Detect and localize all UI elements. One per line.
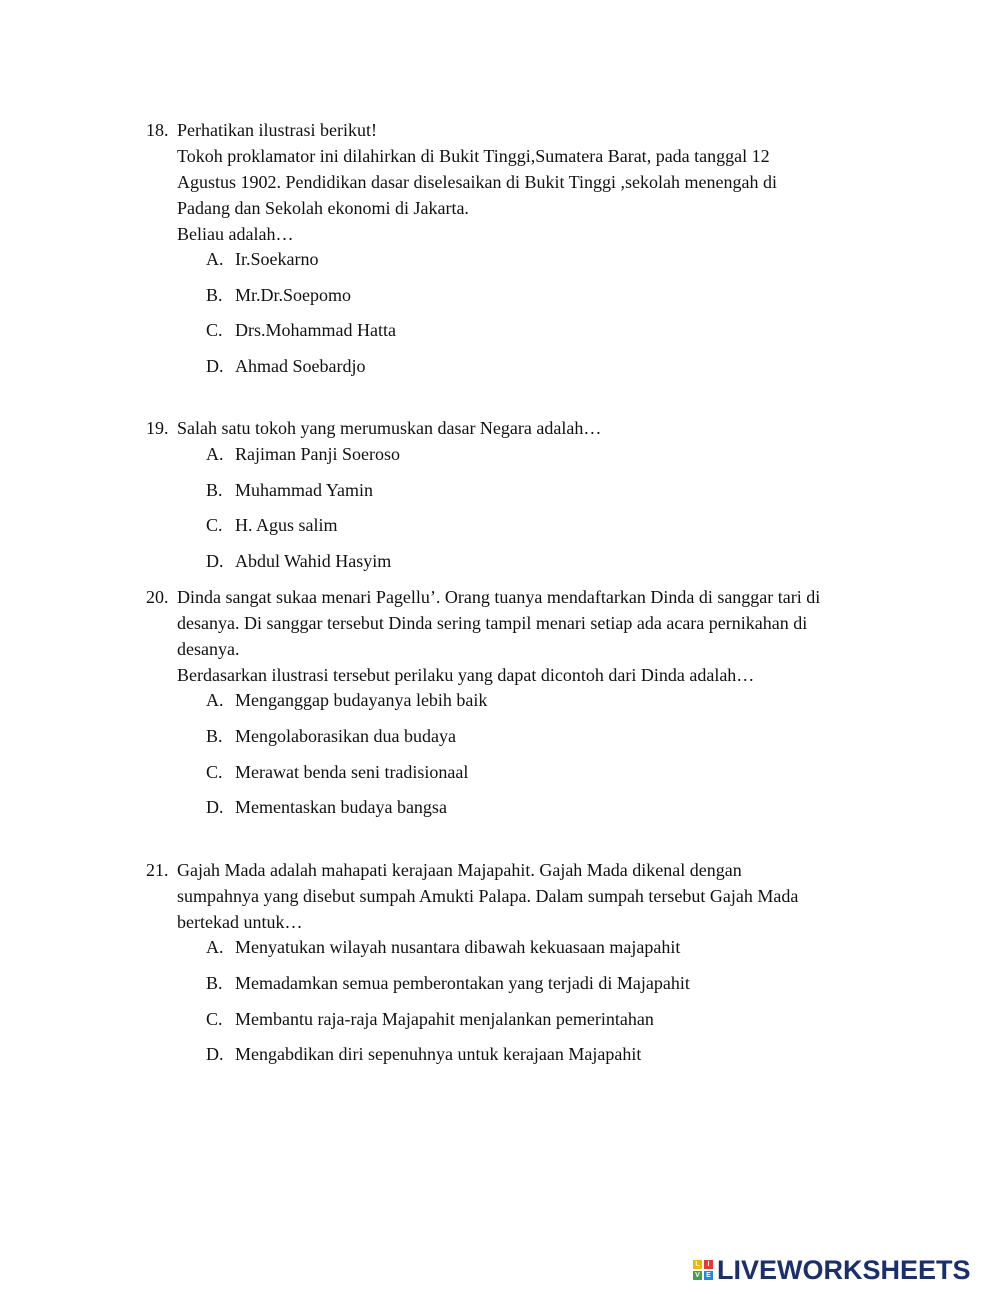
logo-mark-tile: E [704,1271,713,1280]
option-letter: A. [206,937,224,957]
logo-mark-tile: V [693,1271,702,1280]
question-text-line: Padang dan Sekolah ekonomi di Jakarta. [177,198,469,218]
option-letter: B. [206,480,223,500]
logo-mark-icon [693,1260,713,1280]
option-a[interactable] [206,441,400,467]
logo-text: LIVEWORKSHEETS [717,1254,971,1285]
option-b[interactable] [206,477,373,503]
option-d[interactable] [206,1041,641,1067]
question-number: 21. [146,860,169,880]
option-letter: B. [206,973,223,993]
option-letter: C. [206,515,223,535]
option-d[interactable] [206,353,365,379]
option-text: Drs.Mohammad Hatta [235,320,396,340]
option-letter: D. [206,551,224,571]
option-text: Mementaskan budaya bangsa [235,797,447,817]
option-text: Menganggap budayanya lebih baik [235,690,488,710]
question-text-line: Perhatikan ilustrasi berikut! [177,120,377,140]
question-text-line: Dinda sangat sukaa menari Pagellu’. Orang tuanya mendaftarkan Dinda di sanggar tari di [177,587,821,607]
question-text-line: Salah satu tokoh yang merumuskan dasar Negara adalah… [177,418,602,438]
option-c[interactable] [206,1006,654,1032]
question-text-line: desanya. [177,639,240,659]
logo-mark-tile: I [704,1260,713,1269]
option-letter: A. [206,444,224,464]
option-letter: D. [206,797,224,817]
question-number: 18. [146,120,169,140]
option-text: Merawat benda seni tradisionaal [235,762,469,782]
option-text: Menyatukan wilayah nusantara dibawah kekuasaan majapahit [235,937,681,957]
option-text: Membantu raja-raja Majapahit menjalankan pemerintahan [235,1009,654,1029]
option-letter: C. [206,320,223,340]
option-text: Mr.Dr.Soepomo [235,285,352,305]
option-b[interactable] [206,282,351,308]
option-letter: B. [206,285,223,305]
option-d[interactable] [206,794,447,820]
option-b[interactable] [206,723,456,749]
option-b[interactable] [206,970,690,996]
option-text: Ahmad Soebardjo [235,356,366,376]
question-19 [146,415,906,580]
option-text: Abdul Wahid Hasyim [235,551,392,571]
liveworksheets-logo[interactable] [693,1255,971,1285]
question-text-line: Gajah Mada adalah mahapati kerajaan Majapahit. Gajah Mada dikenal dengan [177,860,742,880]
option-text: H. Agus salim [235,515,338,535]
question-21 [146,857,906,1072]
question-number: 20. [146,587,169,607]
question-text-line: Agustus 1902. Pendidikan dasar diselesaikan di Bukit Tinggi ,sekolah menengah di [177,172,777,192]
option-c[interactable] [206,317,396,343]
option-a[interactable] [206,934,680,960]
question-text-line: Beliau adalah… [177,224,294,244]
option-d[interactable] [206,548,391,574]
option-letter: C. [206,1009,223,1029]
option-c[interactable] [206,512,338,538]
option-text: Rajiman Panji Soeroso [235,444,400,464]
option-letter: D. [206,356,224,376]
question-text-line: Berdasarkan ilustrasi tersebut perilaku yang dapat dicontoh dari Dinda adalah… [177,665,755,685]
option-text: Mengolaborasikan dua budaya [235,726,456,746]
option-c[interactable] [206,759,468,785]
question-text-line: desanya. Di sanggar tersebut Dinda sering tampil menari setiap ada acara pernikahan di [177,613,808,633]
option-letter: D. [206,1044,224,1064]
question-text-line: Tokoh proklamator ini dilahirkan di Bukit Tinggi,Sumatera Barat, pada tanggal 12 [177,146,770,166]
option-text: Memadamkan semua pemberontakan yang terjadi di Majapahit [235,973,690,993]
question-20 [146,584,906,824]
option-a[interactable] [206,246,318,272]
question-text-line: bertekad untuk… [177,912,303,932]
option-letter: B. [206,726,223,746]
option-text: Ir.Soekarno [235,249,319,269]
option-letter: A. [206,249,224,269]
question-number: 19. [146,418,169,438]
option-text: Muhammad Yamin [235,480,374,500]
option-a[interactable] [206,687,487,713]
option-letter: A. [206,690,224,710]
option-text: Mengabdikan diri sepenuhnya untuk kerajaan Majapahit [235,1044,642,1064]
logo-mark-tile: L [693,1260,702,1269]
question-18 [146,117,906,387]
question-text-line: sumpahnya yang disebut sumpah Amukti Palapa. Dalam sumpah tersebut Gajah Mada [177,886,799,906]
option-letter: C. [206,762,223,782]
